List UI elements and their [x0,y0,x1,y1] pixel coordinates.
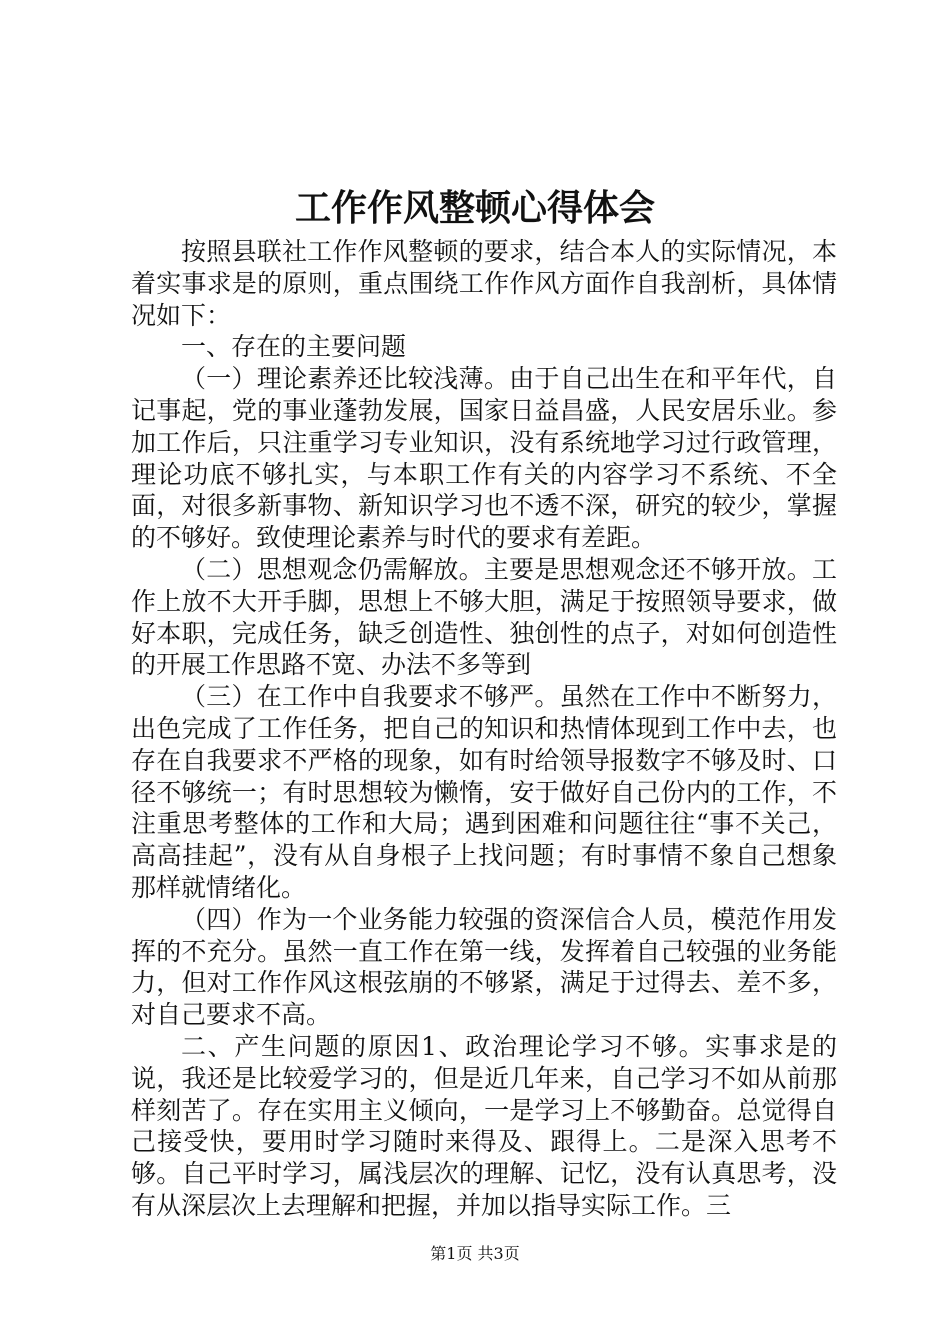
paragraph-causes: 二、产生问题的原因1、政治理论学习不够。实事求是的说，我还是比较爱学习的，但是近几年来，自己学习不如从前那样刻苦了。存在实用主义倾向，一是学习上不够勤奋。总觉得自己接受快，要用时学习随时来得及、跟得上。二是深入思考不够。自己平时学习，属浅层次的理解、记忆，没有认真思考，没有从深层次上去理解和把握，并加以指导实际工作。三 [131,1031,837,1220]
paragraph-intro: 按照县联社工作作风整顿的要求，结合本人的实际情况，本着实事求是的原则，重点围绕工作作风方面作自我剖析，具体情况如下： [131,237,837,330]
paragraph-heading-problems: 一、存在的主要问题 [181,332,407,362]
page-number-footer: 第1页 共3页 [430,1244,520,1263]
paragraph-problem-2: （二）思想观念仍需解放。主要是思想观念还不够开放。工作上放不大开手脚，思想上不够大胆，满足于按照领导要求，做好本职，完成任务，缺乏创造性、独创性的点子，对如何创造性的开展工作思路不宽、办法不多等到 [131,554,837,680]
paragraph-problem-4: （四）作为一个业务能力较强的资深信合人员，模范作用发挥的不充分。虽然一直工作在第一线，发挥着自己较强的业务能力，但对工作作风这根弦崩的不够紧，满足于过得去、差不多，对自己要求不高。 [131,904,837,1030]
document-title: 工作作风整顿心得体会 [294,187,655,229]
paragraph-problem-3: （三）在工作中自我要求不够严。虽然在工作中不断努力，出色完成了工作任务，把自己的知识和热情体现到工作中去，也存在自我要求不严格的现象，如有时给领导报数字不够及时、口径不够统一；有时思想较为懒惰，安于做好自己份内的工作，不注重思考整体的工作和大局；遇到困难和问题往往“事不关己，高高挂起”，没有从自身根子上找问题；有时事情不象自己想象那样就情绪化。 [131,682,837,902]
document-body [131,236,837,1222]
paragraph-problem-1: （一）理论素养还比较浅薄。由于自己出生在和平年代，自记事起，党的事业蓬勃发展，国家日益昌盛，人民安居乐业。参加工作后，只注重学习专业知识，没有系统地学习过行政管理，理论功底不够扎实，与本职工作有关的内容学习不系统、不全面，对很多新事物、新知识学习也不透不深，研究的较少，掌握的不够好。致使理论素养与时代的要求有差距。 [131,364,837,553]
